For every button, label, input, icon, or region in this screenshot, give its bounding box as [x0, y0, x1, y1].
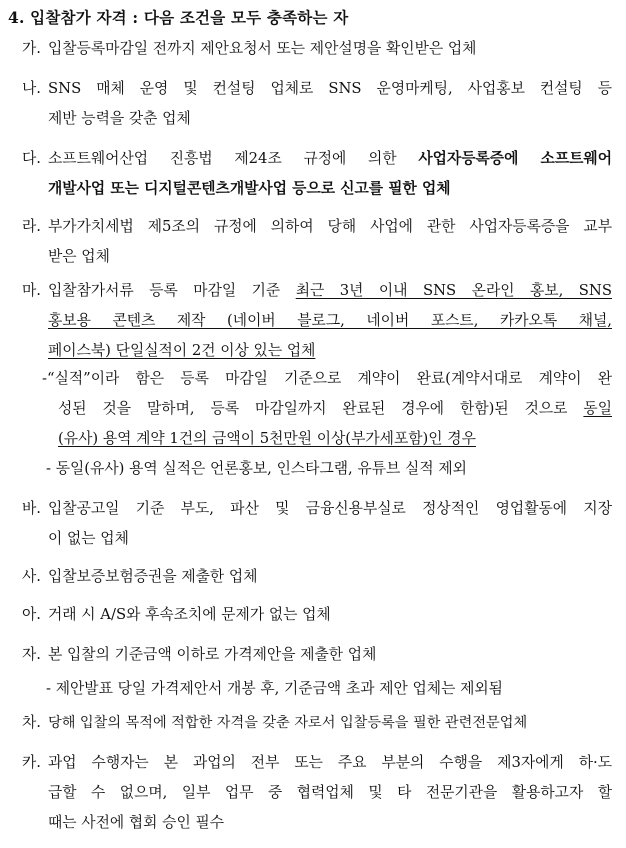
item-na-line1: SNS 매체 운영 및 컨설팅 업체로 SNS 운영마케팅, 사업홍보 컨설팅 등 [48, 80, 612, 97]
section-heading: 4. 입찰참가 자격 : 다음 조건을 모두 충족하는 자 [8, 8, 349, 27]
item-a-text: 거래 시 A/S와 후속조치에 문제가 없는 업체 [48, 606, 331, 623]
item-ma-note1-line1: -“실적”이라 함은 등록 마감일 기준으로 계약이 완료(계약서대로 계약이 완 [42, 370, 612, 387]
item-ma-marker: 마. [22, 282, 41, 299]
item-ja [22, 640, 612, 670]
item-ra-line1: 부가가치세법 제5조의 규정에 의하여 당해 사업에 관한 사업자등록증을 교부 [48, 218, 612, 235]
item-ma-note1-line2-plain: 성된 것을 말하며, 등록 마감일까지 완료된 경우에 한함)된 것으로 [58, 400, 584, 417]
item-ja-note-text: - 제안발표 당일 가격제안서 개봉 후, 기준금액 초과 제안 업체는 제외됨 [46, 680, 503, 697]
item-ja-text: 본 입찰의 기준금액 이하로 가격제안을 제출한 업체 [48, 646, 377, 663]
item-ma-note1-line3: (유사) 용역 계약 1건의 금액이 5천만원 이상(부가세포함)인 경우 [58, 430, 476, 447]
item-ma-line1-plain: 입찰참가서류 등록 마감일 기준 [48, 282, 296, 299]
item-ka-line2: 급할 수 없으며, 일부 업무 중 협력업체 및 타 전문기관을 활용하고자 할 [48, 784, 612, 801]
item-sa-text: 입찰보증보험증권을 제출한 업체 [48, 568, 258, 585]
item-a-marker: 아. [22, 606, 41, 623]
item-ma-note-exclusion [46, 454, 612, 484]
item-da-line1 [48, 144, 612, 174]
item-ma-line3: 페이스북) 단일실적이 2건 이상 있는 업체 [48, 342, 316, 359]
item-ma [22, 276, 612, 366]
item-ba [22, 494, 612, 554]
item-ja-note [46, 674, 612, 704]
item-ga [22, 34, 612, 64]
item-da-line1-bold: 사업자등록증에 소프트웨어 [418, 150, 613, 167]
item-sa-marker: 사. [22, 568, 41, 585]
item-ma-note2: - 동일(유사) 용역 실적은 언론홍보, 인스타그램, 유튜브 실적 제외 [46, 460, 467, 477]
item-da-line2: 개발사업 또는 디지털콘텐츠개발사업 등으로 신고를 필한 업체 [48, 180, 451, 197]
item-ka-line3: 때는 사전에 협회 승인 필수 [48, 814, 225, 831]
item-ba-line1: 입찰공고일 기준 부도, 파산 및 금융신용부실로 정상적인 영업활동에 지장 [48, 500, 612, 517]
item-ga-text: 입찰등록마감일 전까지 제안요청서 또는 제안설명을 확인받은 업체 [48, 40, 477, 57]
item-ma-line1-underlined: 최근 3년 이내 SNS 온라인 홍보, SNS [295, 282, 612, 299]
item-ja-marker: 자. [22, 646, 41, 663]
item-na-marker: 나. [22, 80, 41, 97]
item-ma-line1 [48, 276, 612, 306]
item-sa [22, 562, 612, 592]
item-ma-note1-line2-underlined: 동일 [583, 400, 612, 417]
item-da-line1-plain: 소프트웨어산업 진흥법 제24조 규정에 의한 [48, 150, 419, 167]
item-ka-line1: 과업 수행자는 본 과업의 전부 또는 주요 부분의 수행을 제3자에게 하·도 [48, 754, 612, 771]
item-da [22, 144, 612, 204]
item-cha-marker: 차. [22, 714, 41, 731]
item-ka-marker: 카. [22, 754, 41, 771]
item-ba-marker: 바. [22, 500, 41, 517]
item-ma-note-definition [42, 364, 612, 454]
item-ra [22, 212, 612, 272]
item-ba-line2: 이 없는 업체 [48, 530, 129, 547]
item-ra-line2: 받은 업체 [48, 248, 110, 265]
item-na [22, 74, 612, 134]
item-ra-marker: 라. [22, 218, 41, 235]
item-cha-text: 당해 입찰의 목적에 적합한 자격을 갖춘 자로서 입찰등록을 필한 관련전문업체 [48, 715, 528, 731]
item-ka [22, 748, 612, 838]
item-da-marker: 다. [22, 150, 41, 167]
item-ma-line2: 홍보용 콘텐츠 제작 (네이버 블로그, 네이버 포스트, 카카오톡 채널, [48, 312, 612, 329]
item-ga-marker: 가. [22, 40, 41, 57]
item-cha [22, 708, 612, 738]
item-na-line2: 제반 능력을 갖춘 업체 [48, 110, 191, 127]
item-a [22, 600, 612, 630]
item-ma-note1-line2 [42, 394, 612, 424]
